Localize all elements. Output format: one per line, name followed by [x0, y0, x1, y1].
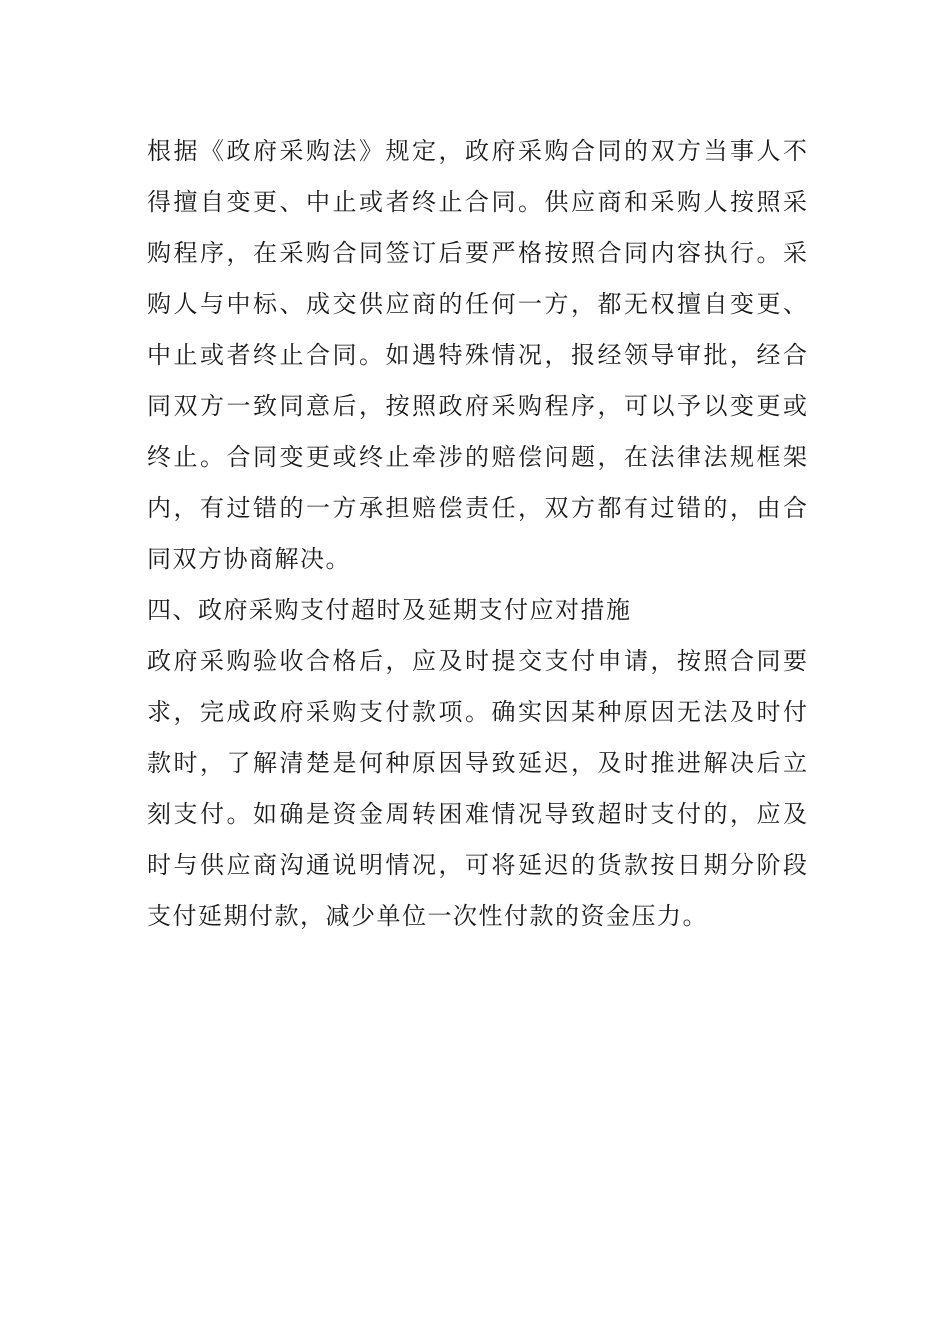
text-line: 刻支付。如确是资金周转困难情况导致超时支付的，应及	[147, 800, 807, 828]
text-line: 款时，了解清楚是何种原因导致延迟，及时推进解决后立	[147, 749, 807, 777]
text-line: 支付延期付款，减少单位一次性付款的资金压力。	[147, 902, 708, 930]
document-body	[147, 126, 807, 942]
text-line: 时与供应商沟通说明情况，可将延迟的货款按日期分阶段	[147, 851, 807, 879]
text-line: 得擅自变更、中止或者终止合同。供应商和采购人按照采	[147, 188, 807, 216]
text-line: 终止。合同变更或终止牵涉的赔偿问题，在法律法规框架	[147, 443, 807, 471]
section-heading: 四、政府采购支付超时及延期支付应对措施	[147, 596, 632, 624]
text-line: 中止或者终止合同。如遇特殊情况，报经领导审批，经合	[147, 341, 807, 369]
text-line: 购人与中标、成交供应商的任何一方，都无权擅自变更、	[147, 290, 807, 318]
text-line: 根据《政府采购法》规定，政府采购合同的双方当事人不	[147, 137, 807, 165]
text-line: 内，有过错的一方承担赔偿责任，双方都有过错的，由合	[147, 494, 807, 522]
text-line: 政府采购验收合格后，应及时提交支付申请，按照合同要	[147, 647, 807, 675]
text-line: 求，完成政府采购支付款项。确实因某种原因无法及时付	[147, 698, 807, 726]
text-line: 同双方协商解决。	[147, 545, 351, 573]
text-line: 同双方一致同意后，按照政府采购程序，可以予以变更或	[147, 392, 807, 420]
paragraph-payment-delay	[147, 636, 807, 942]
text-line: 购程序，在采购合同签订后要严格按照合同内容执行。采	[147, 239, 807, 267]
paragraph-contract-change	[147, 126, 807, 585]
